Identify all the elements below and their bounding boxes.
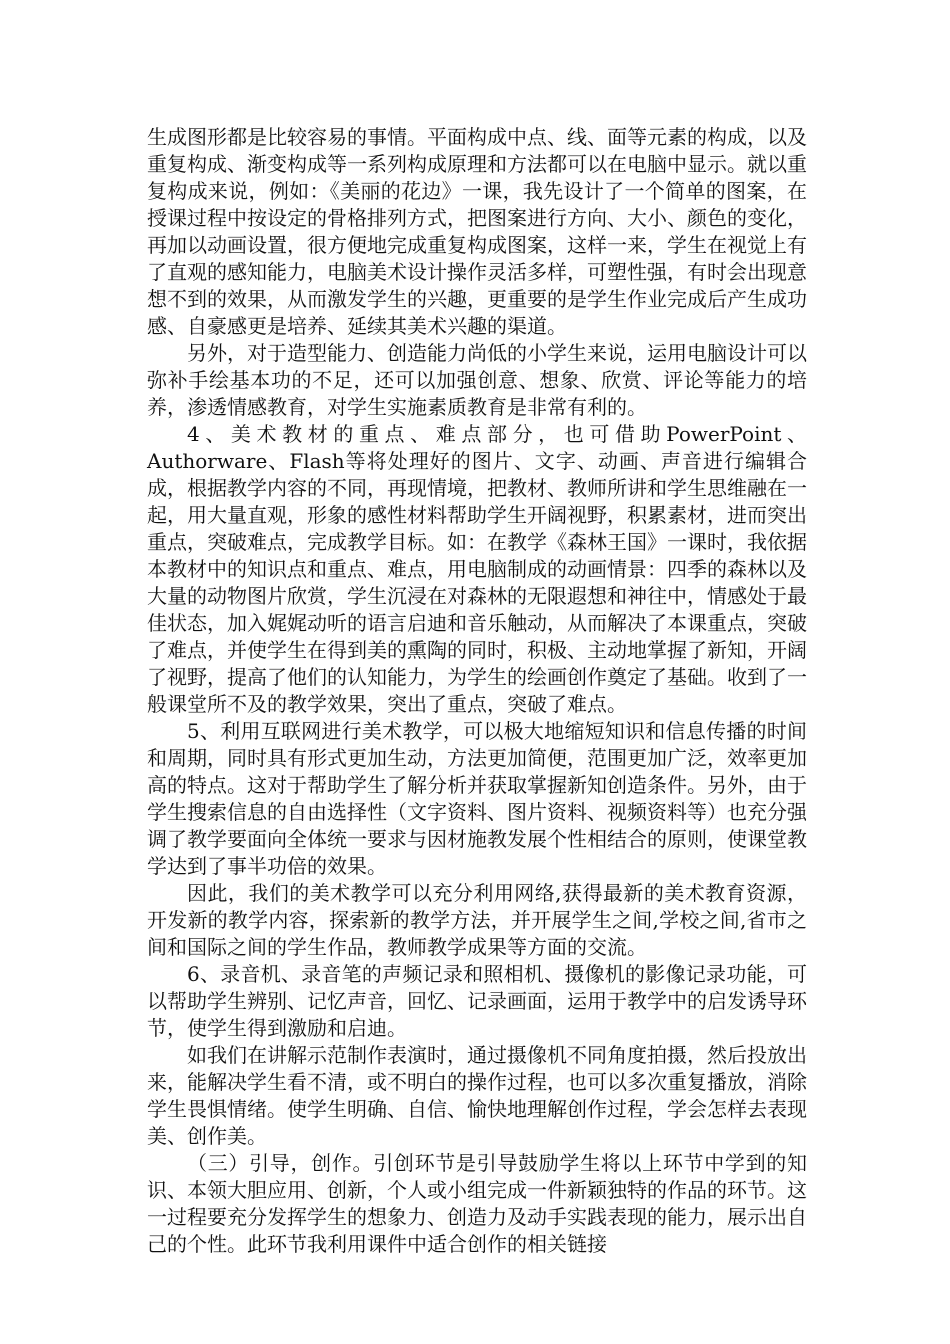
paragraph-camera-example: 如我们在讲解示范制作表演时，通过摄像机不同角度拍摄，然后投放出来，能解决学生看不清，或不明白的操作过程，也可以多次重复播放，消除学生畏惧情绪。使学生明确、自信、愉快地理解创作过程，学会怎样去表现美、创作美。 [147, 1043, 807, 1148]
paragraph-continuation: 生成图形都是比较容易的事情。平面构成中点、线、面等元素的构成，以及重复构成、渐变构成等一系列构成原理和方法都可以在电脑中显示。就以重复构成来说，例如：《美丽的花边》一课，我先设计了一个简单的图案，在授课过程中按设定的骨格排列方式，把图案进行方向、大小、颜色的变化，再加以动画设置，很方便地完成重复构成图案，这样一来，学生在视觉上有了直观的感知能力，电脑美术设计操作灵活多样，可塑性强，有时会出现意想不到的效果，从而激发学生的兴趣，更重要的是学生作业完成后产生成功感、自豪感更是培养、延续其美术兴趣的渠道。 [147, 125, 807, 338]
paragraph-network: 因此，我们的美术教学可以充分利用网络,获得最新的美术教育资源，开发新的教学内容，探索新的教学方法，并开展学生之间,学校之间,省市之间和国际之间的学生作品，教师教学成果等方面的交流。 [147, 881, 807, 959]
paragraph-item-5: 5、利用互联网进行美术教学，可以极大地缩短知识和信息传播的时间和周期，同时具有形式更加生动，方法更加简便，范围更加广泛，效率更加高的特点。这对于帮助学生了解分析并获取掌握新知创造条件。另外，由于学生搜索信息的自由选择性（文字资料、图片资料、视频资料等）也充分强调了教学要面向全体统一要求与因材施教发展个性相结合的原则，使课堂教学达到了事半功倍的效果。 [147, 719, 807, 878]
paragraph-item-4: 4、美术教材的重点、难点部分，也可借助PowerPoint、Authorware、Flash等将处理好的图片、文字、动画、声音进行编辑合成，根据教学内容的不同，再现情境，把教材、教师所讲和学生思维融在一起，用大量直观，形象的感性材料帮助学生开阔视野，积累素材，进而突出重点，突破难点，完成教学目标。如：在教学《森林王国》一课时，我依据本教材中的知识点和重点、难点，用电脑制成的动画情景：四季的森林以及大量的动物图片欣赏，学生沉浸在对森林的无限遐想和神往中，情感处于最佳状态，加入娓娓动听的语言启迪和音乐触动，从而解决了本课重点，突破了难点，并使学生在得到美的熏陶的同时，积极、主动地掌握了新知，开阔了视野，提高了他们的认知能力，为学生的绘画创作奠定了基础。收到了一般课堂所不及的教学效果，突出了重点，突破了难点。 [147, 422, 807, 716]
paragraph-item-6: 6、录音机、录音笔的声频记录和照相机、摄像机的影像记录功能，可以帮助学生辨别、记忆声音，回忆、记录画面，运用于教学中的启发诱导环节，使学生得到激励和启迪。 [147, 962, 807, 1040]
document-body [147, 124, 807, 1258]
paragraph-computer-design: 另外，对于造型能力、创造能力尚低的小学生来说，运用电脑设计可以弥补手绘基本功的不足，还可以加强创意、想象、欣赏、评论等能力的培养，渗透情感教育，对学生实施素质教育是非常有利的。 [147, 341, 807, 419]
paragraph-guide-create: （三）引导，创作。引创环节是引导鼓励学生将以上环节中学到的知识、本领大胆应用、创新，个人或小组完成一件新颖独特的作品的环节。这一过程要充分发挥学生的想象力、创造力及动手实践表现的能力，展示出自己的个性。此环节我利用课件中适合创作的相关链接 [147, 1151, 807, 1256]
